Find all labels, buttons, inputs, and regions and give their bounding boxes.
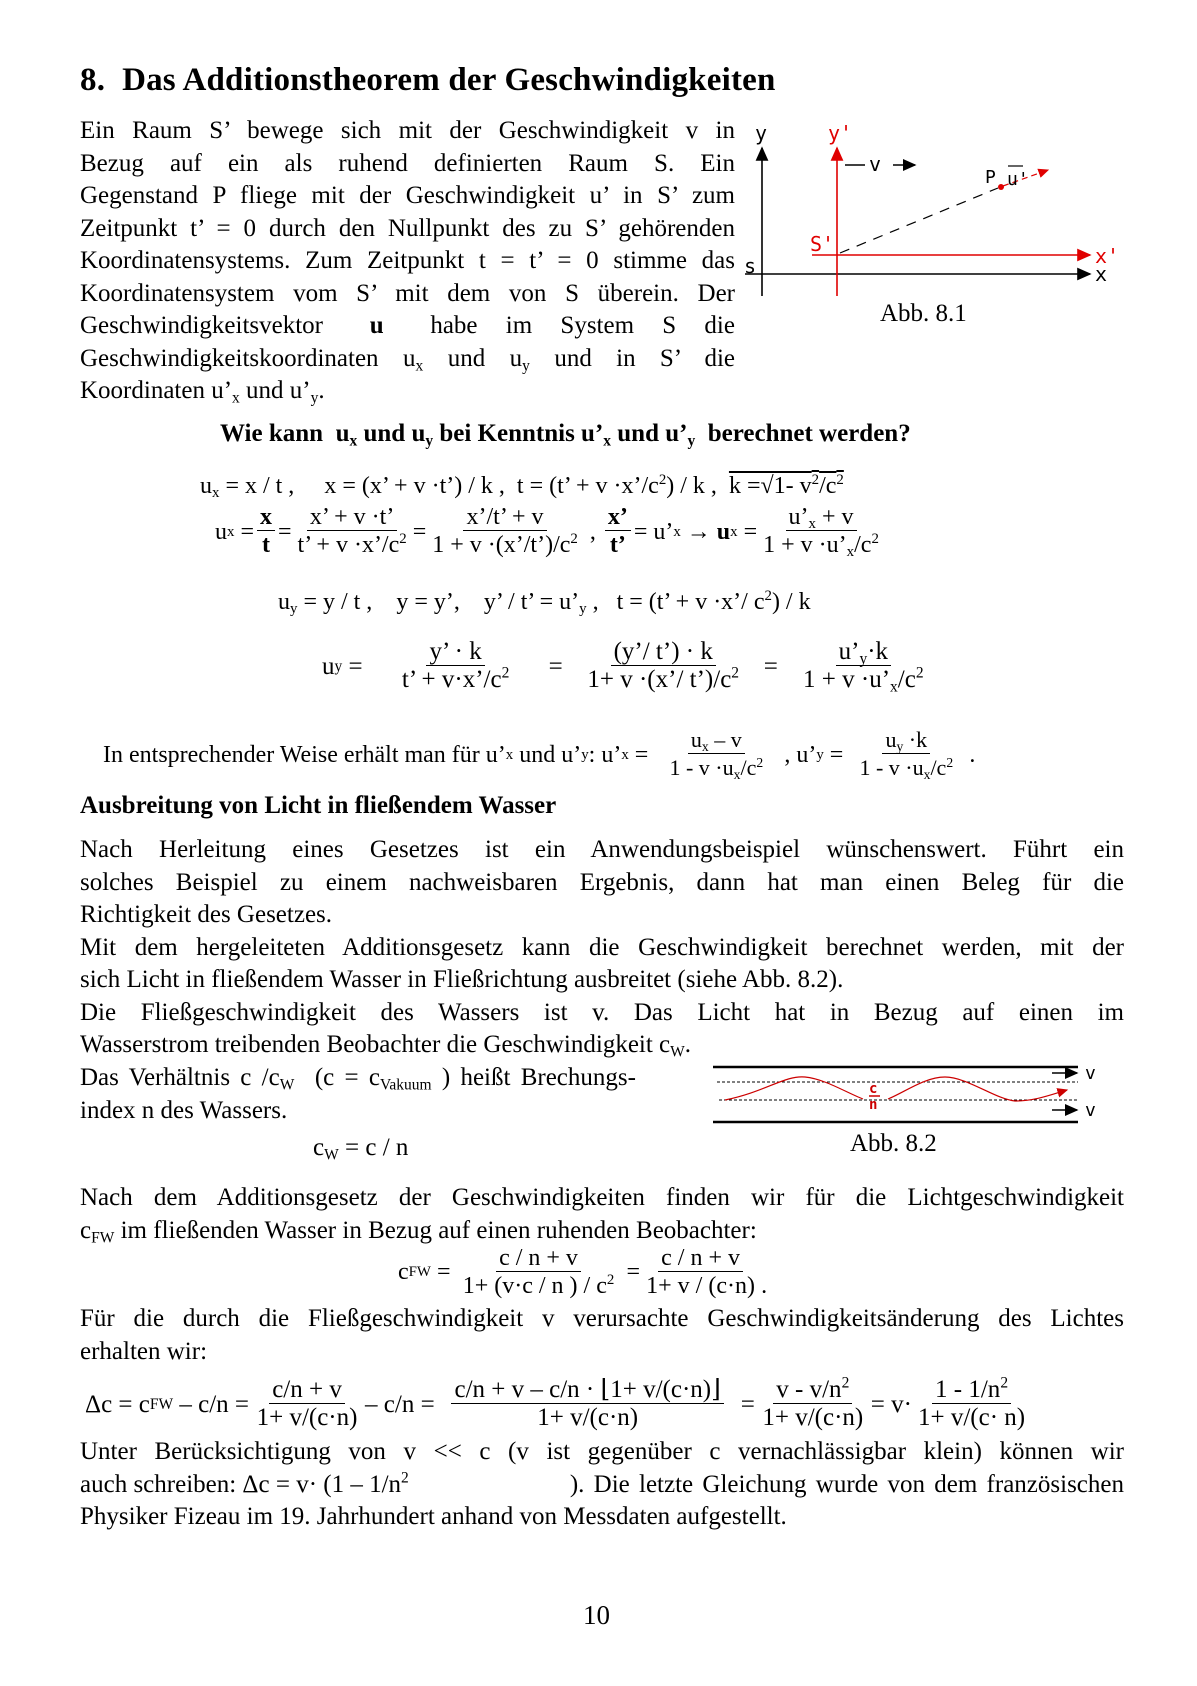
page-number: 10 <box>583 1600 610 1630</box>
label-u-prime: u' <box>1007 169 1029 190</box>
label-n: n <box>869 1097 878 1113</box>
equation-ux-derivation: u x = $\frac{x}{t}$ = $\frac{x’ + v \cdot t’}{t’ + v \cdot x’/c^2}$ = $\frac{x’/t’ + v}{1 + v \cdot(x’/t’)/c^2}$ , $\frac{x’}{t’}$ = u’ x → u x = $\frac{u’_x + v}{1 + v \cdot u’_x/c^2}$ <box>215 504 879 561</box>
intro-line: Koordinatensystem vom S’ mit dem von S überein. Der <box>80 279 735 307</box>
intro-paragraph <box>80 115 735 408</box>
question-heading: Wie kann $u_x$ und $u_y$ bei Kenntnis $u’_x$ und $u’_y$ berechnet werden? <box>220 420 911 450</box>
para8: Unter Berücksichtigung von v << c (v ist gegenüber c vernachlässigbar klein) können wir auch schreiben: $\Delta c = v\cdot (1 - 1/n^2$ ). Die letzte Gleichung wurde von dem französischen Physiker Fizeau im 19. Jahrhundert anhand von Messdaten aufgestellt. <box>80 1438 1124 1530</box>
para7: Für die durch die Fließgeschwindigkeit v verursachte Geschwindigkeitsänderung des Lichtes erhalten wir: <box>80 1305 1124 1365</box>
label-v: v <box>869 152 882 176</box>
para4-line: Die Fließgeschwindigkeit des Wassers ist v. Das Licht hat in Bezug auf einen im <box>80 998 1124 1026</box>
intro-line: Koordinatensystems. Zum Zeitpunkt t = t’ = 0 stimme das <box>80 247 735 274</box>
section-number: 8. <box>80 62 106 98</box>
para3-line: sich Licht in fließendem Wasser in Fließrichtung ausbreitet (siehe Abb. 8.2). <box>80 966 844 993</box>
figure-8-1 <box>744 110 1120 330</box>
label-c: c <box>869 1081 878 1097</box>
intro-line: Zeitpunkt t’ = 0 durch den Nullpunkt des zu S’ gehörenden <box>80 214 735 242</box>
label-y: y <box>755 121 768 145</box>
intro-line: Bezug auf ein als ruhend definierten Raum S. Ein <box>80 149 735 177</box>
inverse-transform: In entsprechender Weise erhält man für u’ x und u’ y : u’ x = $\frac{u_x - v}{1 - v \cdot u_x/c^2}$ , u’ y = $\frac{u_y \cdot k}{1 - v \cdot u_x/c^2}$ . <box>103 727 976 782</box>
section-title-text: Das Additionstheorem der Geschwindigkeiten <box>122 62 776 98</box>
equation-uy-derivation: u y = $\frac{y’ \cdot k}{t’ + v\cdot x’/c^2}$ = $\frac{(y’/ t’) \cdot k}{1+ v \cdot(x’/ t’)/c^2}$ = $\frac{u’_y\cdot k}{1 + v \cdot u’_x/c^2}$ <box>322 638 924 696</box>
label-v-top: v <box>1085 1063 1096 1084</box>
para5: Das Verhältnis c $/c_W$ ($c = c_{Vakuum}$ ) heißt Brechungs- index n des Wassers. <box>80 1064 636 1124</box>
trajectory-line <box>840 188 998 253</box>
figure-8-1-caption: Abb. 8.1 <box>880 300 967 327</box>
point-p <box>998 184 1004 190</box>
para4-line: Wasserstrom treibenden Beobachter die Geschwindigkeit $c_W$. <box>80 1031 692 1061</box>
label-x-prime: x' <box>1095 244 1120 268</box>
para3-line: Mit dem hergeleiteten Additionsgesetz kann die Geschwindigkeit berechnet werden, mit der <box>80 933 1124 961</box>
para2-line: solches Beispiel zu einem nachweisbaren Ergebnis, dann hat man einen Beleg für die <box>80 868 1124 896</box>
vector-u: u <box>369 312 384 339</box>
equation-lorentz-relations: $u_x = x / t$ , x = (x’ + v ·t’) / k , t = (t’ + $v \cdot x’/c^2) / k$ , k =√1- $v^2/c^2$ <box>200 472 844 502</box>
label-s-prime: S' <box>810 232 835 256</box>
cw-equation: $c_W = c / n$ <box>313 1134 409 1164</box>
label-p: P <box>985 167 996 188</box>
coordinate-diagram <box>744 110 1120 330</box>
figure-8-2-caption: Abb. 8.2 <box>850 1130 937 1157</box>
water-flow-diagram <box>705 1057 1115 1127</box>
intro-line: Ein Raum S’ bewege sich mit der Geschwindigkeit v in <box>80 117 735 144</box>
equation-delta-c: Δc = c FW – c/n = $\frac{c/n + v}{1+ v/(c\cdot n)}$ – c/n = $\frac{c/n + v - c/n \cdot ⌊1+ v/(c\cdot n)⌋}{1+ v/(c\cdot n)}$ = $\frac{v - v/n^2}{1+ v/(c\cdot n)}$ = v· $\frac{1 - 1/n^2}{1+ v/(c\cdot n)}$ <box>85 1374 1026 1431</box>
label-s: s <box>744 254 757 278</box>
subsection-heading: Ausbreitung von Licht in fließendem Wasser <box>80 792 557 819</box>
light-wave <box>888 1077 1067 1101</box>
intro-line: Geschwindigkeitskoordinaten $u_x$ und $u_y$ und in S’ die <box>80 344 735 374</box>
intro-line: Geschwindigkeitsvektor u habe im System S die <box>80 310 735 343</box>
para2-line: Nach Herleitung eines Gesetzes ist ein Anwendungsbeispiel wünschenswert. Führt ein <box>80 836 1124 863</box>
intro-line: Gegenstand P fliege mit der Geschwindigkeit u’ in S’ zum <box>80 182 735 209</box>
figure-8-2 <box>705 1057 1115 1177</box>
label-x: x <box>1095 262 1108 286</box>
label-v-bottom: v <box>1085 1100 1096 1121</box>
intro-line: Koordinaten $u’_x$ und $u’_y$. <box>80 377 325 407</box>
equation-uy-relations: $u_y = y / t$ , y = y’, y’ / t’ = $u’_y$ , t = (t’ + v ·x’/ $c^2$) / k <box>278 588 811 618</box>
label-y-prime: y' <box>828 121 853 145</box>
section-title <box>80 62 776 99</box>
body-text-block <box>80 834 1124 1062</box>
light-wave <box>725 1077 863 1100</box>
equation-cfw: c FW = $\frac{c / n + v}{1+ (v\cdot c / n ) / c^2}$ = $\frac{c / n + v}{1+ v / (c\cdot n)}$ . <box>398 1244 768 1299</box>
para2-line: Richtigkeit des Gesetzes. <box>80 901 333 928</box>
para6: Nach dem Additionsgesetz der Geschwindigkeiten finden wir für die Lichtgeschwindigkeit $c_{FW}$ im fließenden Wasser in Bezug auf einen ruhenden Beobachter: <box>80 1184 1124 1246</box>
